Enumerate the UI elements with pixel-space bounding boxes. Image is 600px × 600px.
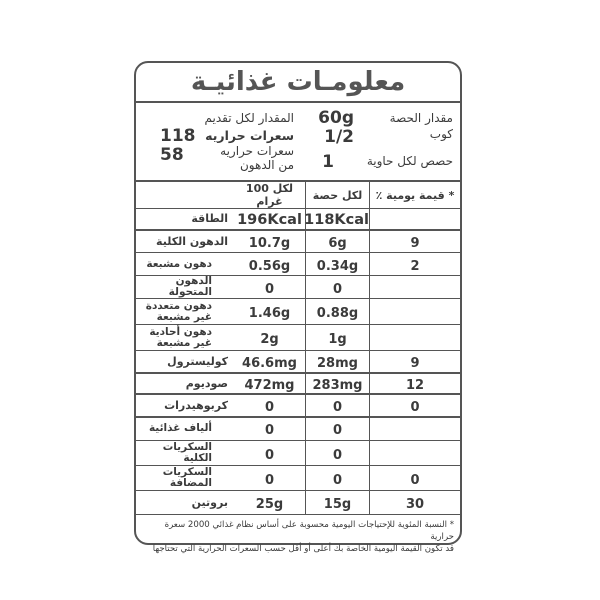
table-row: [136, 351, 460, 373]
per-serving-value: 0: [332, 447, 343, 463]
per-serving-value: 0: [332, 472, 343, 488]
nutrient-name-line1: دهون أحادية: [149, 325, 212, 338]
nutrient-name-line1: كوليسترول: [167, 354, 228, 368]
nutrient-name-line1: السكريات: [162, 441, 212, 453]
footnote: [136, 515, 460, 555]
table-row: [136, 466, 460, 491]
table-row: [136, 394, 460, 417]
serving-info-section: [136, 103, 460, 182]
fat-calories-label-line1: سعرات حراريه: [220, 144, 294, 158]
nutrient-name-line1: دهون مشبعة: [146, 257, 212, 270]
nutrient-name: [136, 442, 228, 464]
header-per-serving: لكل حصة: [306, 182, 370, 209]
per-100g-value: 0: [264, 423, 275, 439]
table-row: [136, 325, 460, 351]
per-serving-value: 0: [332, 423, 343, 439]
per-100g-value: 0: [264, 281, 275, 297]
nutrient-name-line1: بروتين: [191, 496, 228, 509]
nutrient-name: [136, 327, 228, 349]
servings-per-container-value: 1: [322, 152, 334, 172]
calories-label: سعرات حراريه: [205, 128, 294, 143]
nutrient-name: [136, 301, 228, 323]
daily-value: 9: [410, 355, 420, 371]
per-serving-value: 28mg: [317, 355, 358, 371]
per-serving-value: 6g: [328, 235, 347, 251]
nutrition-facts-label: [134, 61, 462, 554]
nutrient-name: [136, 378, 228, 389]
nutrient-name-line1: الطاقة: [191, 212, 228, 226]
table-row: [136, 299, 460, 325]
table-row: [136, 209, 460, 230]
nutrient-name: [136, 467, 228, 489]
nutrient-name-line1: ألياف غذائية: [148, 422, 212, 435]
nutrient-name-line2: المضافة: [169, 477, 212, 489]
nutrient-name-line1: دهون متعددة: [145, 299, 212, 312]
label-title: معلومـات غذائيـة: [136, 63, 460, 103]
per-100g-value: 0: [264, 399, 275, 415]
per-serving-value: 1g: [328, 332, 347, 347]
nutrient-name: [136, 497, 228, 508]
portion-size-label: مقدار الحصة: [389, 111, 453, 125]
header-per-100g: لكل 100 غرام: [234, 182, 306, 209]
per-serving-value: 118Kcal: [304, 212, 369, 229]
fat-calories-label-line2: من الدهون: [239, 158, 294, 172]
daily-value: 2: [410, 258, 420, 274]
nutrient-name-line2: غير مشبعة: [156, 310, 212, 323]
table-row: [136, 230, 460, 253]
portion-size-value: 60g: [318, 108, 354, 128]
nutrient-name-line1: الدهون المتحولة: [168, 275, 212, 298]
daily-value: 12: [405, 377, 425, 393]
fat-calories-value: 58: [160, 145, 184, 165]
per-serving-value: 0.88g: [316, 306, 359, 321]
nutrient-name: [136, 356, 228, 367]
servings-per-container-label: حصص لكل حاوية: [366, 154, 453, 168]
per-serving-value: 15g: [323, 497, 352, 512]
table-row: [136, 373, 460, 394]
table-row: [136, 253, 460, 276]
daily-value: 0: [410, 472, 420, 488]
per-100g-value: 472mg: [244, 377, 295, 393]
nutrient-name-line2: غير مشبعة: [156, 336, 212, 349]
nutrient-name: [136, 259, 228, 270]
table-row: [136, 441, 460, 466]
cup-label: كوب: [429, 127, 453, 141]
table-row: [136, 417, 460, 441]
per-serving-value: 0.34g: [316, 258, 359, 274]
per-100g-value: 25g: [255, 497, 284, 512]
per-100g-value: 0: [264, 447, 275, 463]
table-header-row: [136, 182, 460, 209]
per-100g-value: 10.7g: [248, 235, 291, 251]
nutrient-name: [136, 423, 228, 434]
footnote-line2: قد تكون القيمة اليومية الخاصة بك أعلى أو أقل حسب السعرات الحرارية التي تحتاجها: [152, 544, 454, 554]
table-row: [136, 276, 460, 299]
per-100g-value: 46.6mg: [242, 355, 297, 371]
per-serving-value: 0: [332, 399, 343, 415]
per-serving-value: 0: [332, 281, 343, 297]
nutrient-name: [136, 400, 228, 411]
daily-value: 0: [410, 399, 420, 415]
calories-value: 118: [160, 126, 196, 146]
per-serving-label: المقدار لكل تقديم: [204, 111, 294, 125]
nutrient-name-line1: السكريات: [162, 466, 212, 478]
nutrient-name: [136, 236, 228, 247]
per-serving-value: 283mg: [312, 377, 363, 393]
nutrient-name-line2: الكلية: [183, 452, 212, 464]
nutrient-name: [136, 213, 228, 224]
daily-value: 9: [410, 235, 420, 251]
table-row: [136, 491, 460, 515]
daily-value: 30: [405, 497, 425, 512]
per-100g-value: 0: [264, 472, 275, 488]
footnote-line1: * النسبة المئوية للإحتياجات اليومية محسوبة على أساس نظام غذائي 2000 سعرة حرارية: [164, 520, 454, 542]
nutrient-name-line1: الدهون الكلية: [156, 234, 228, 248]
nutrient-name-line1: كربوهيدرات: [164, 398, 228, 412]
nutrient-name: [136, 276, 228, 298]
nutrients-table: [136, 182, 460, 515]
cup-value: 1/2: [324, 127, 354, 147]
nutrient-name-line1: صوديوم: [185, 376, 228, 390]
per-100g-value: 0.56g: [248, 258, 291, 274]
header-daily-value: * قيمة يومية ٪: [370, 182, 461, 209]
per-100g-value: 196Kcal: [237, 212, 302, 229]
per-100g-value: 1.46g: [248, 306, 291, 321]
per-100g-value: 2g: [260, 332, 279, 347]
